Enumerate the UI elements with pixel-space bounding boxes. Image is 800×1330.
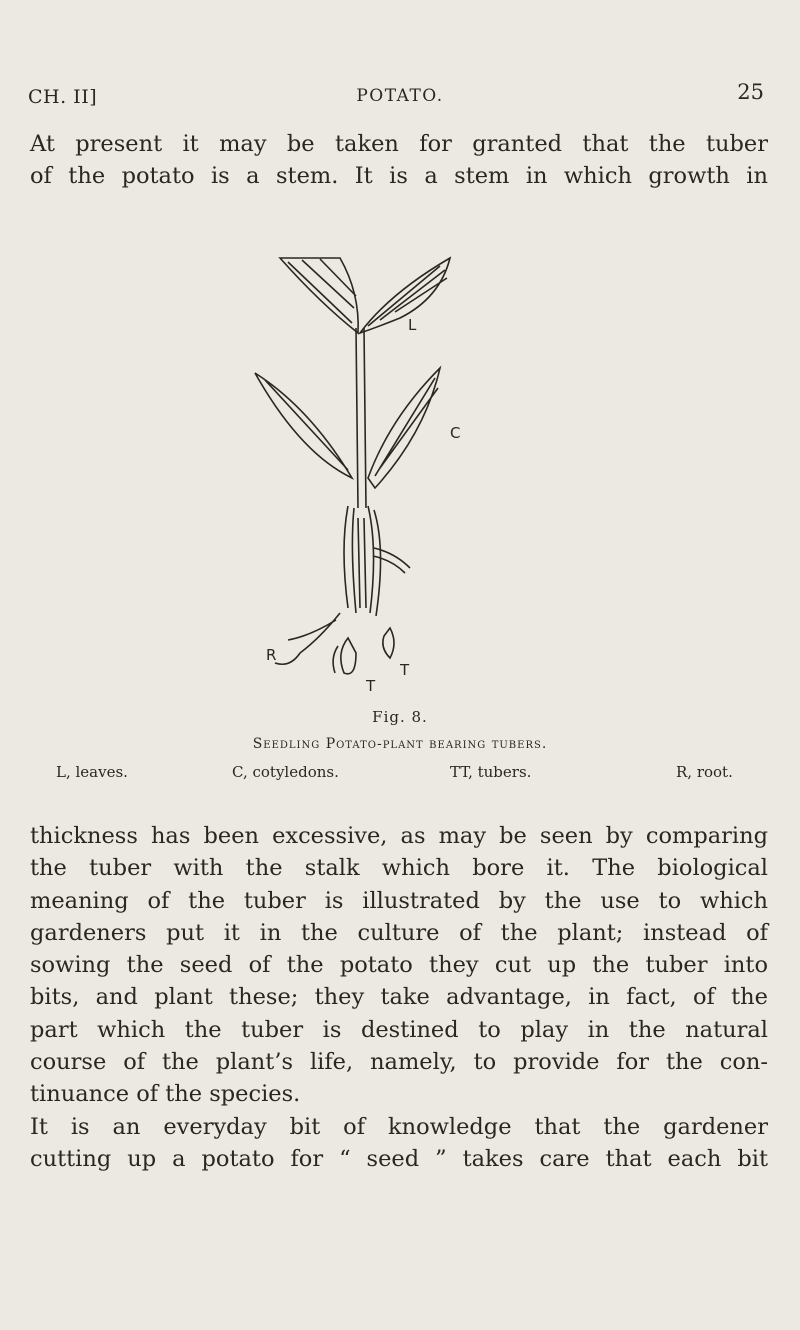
text-line: course of the plant’s life, namely, to provide for the con-	[30, 1049, 768, 1076]
figure-title: Seedling Potato-plant bearing tubers.	[252, 736, 548, 752]
label-tuber-right: T	[400, 661, 410, 679]
page-number: 25	[737, 80, 764, 104]
text-line: tinuance of the species.	[30, 1081, 301, 1108]
text-line: gardeners put it in the culture of the plant; instead of	[30, 919, 768, 946]
seedling-illustration	[240, 248, 490, 698]
legend-item: L, leaves.	[56, 763, 128, 781]
label-leaves: L	[408, 316, 417, 334]
figure-number: Fig. 8.	[372, 708, 428, 726]
text-line: At present it may be taken for granted that the tuber	[30, 131, 768, 157]
label-cotyledons: C	[450, 424, 461, 442]
text-line: cutting up a potato for “ seed ” takes care that each bit	[30, 1145, 768, 1172]
text-line: part which the tuber is destined to play in the natural	[30, 1016, 768, 1043]
text-line: It is an everyday bit of knowledge that the gardener	[30, 1113, 768, 1140]
text-line: the tuber with the stalk which bore it. The biological	[30, 855, 768, 882]
legend-item: R, root.	[676, 763, 733, 781]
chapter-label: CH. II]	[28, 86, 98, 108]
legend-item: TT, tubers.	[450, 763, 532, 781]
label-tuber-bottom: T	[366, 677, 376, 695]
text-line: meaning of the tuber is illustrated by the use to which	[30, 887, 768, 914]
text-line: sowing the seed of the potato they cut up the tuber into	[30, 952, 768, 979]
running-head	[0, 80, 800, 116]
text-line: thickness has been excessive, as may be seen by comparing	[30, 823, 768, 849]
page-title: POTATO.	[356, 86, 444, 106]
label-root: R	[266, 646, 277, 664]
text-line: bits, and plant these; they take advantage, in fact, of the	[30, 984, 768, 1011]
legend-item: C, cotyledons.	[232, 763, 339, 781]
text-line: of the potato is a stem. It is a stem in which growth in	[30, 163, 768, 190]
paragraph-bottom	[30, 820, 768, 1175]
paragraph-top	[30, 128, 768, 193]
